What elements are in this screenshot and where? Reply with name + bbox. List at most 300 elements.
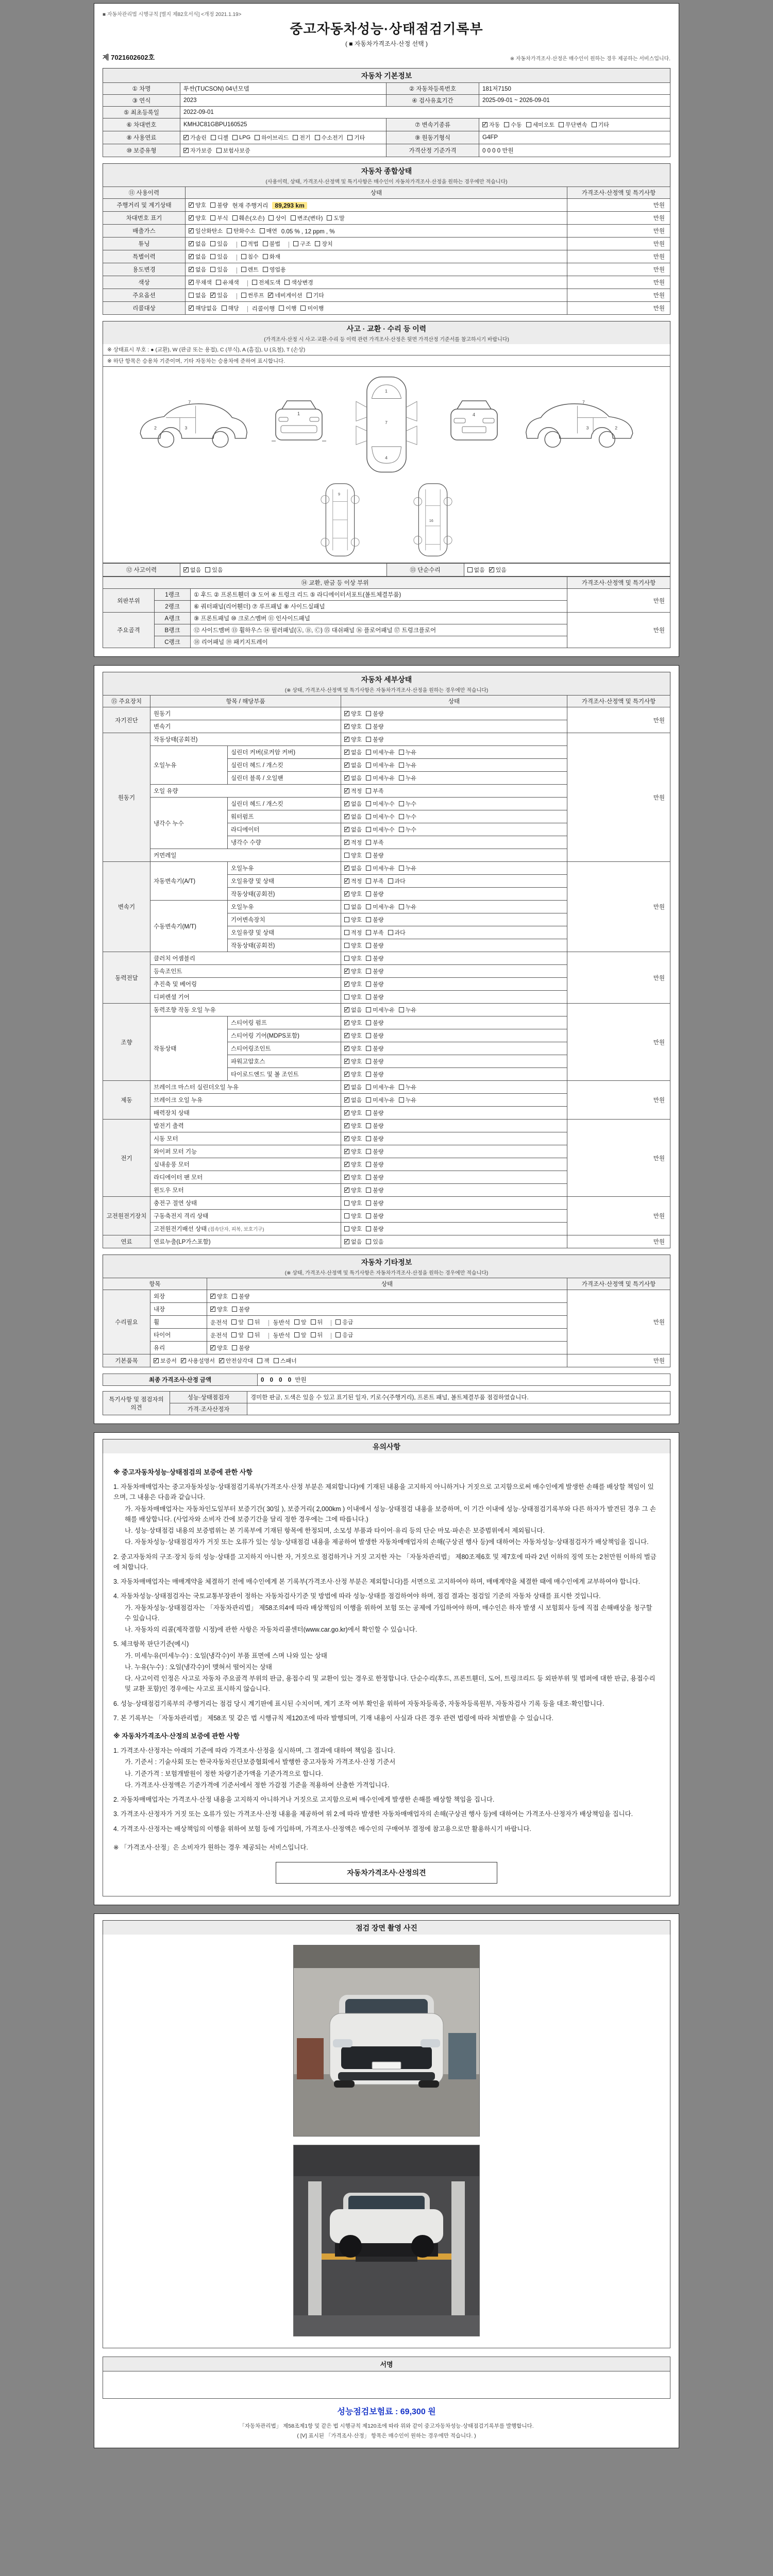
checkbox-option[interactable] bbox=[181, 1357, 215, 1365]
checkbox-unchecked-icon[interactable] bbox=[291, 215, 296, 221]
checkbox-option[interactable] bbox=[311, 1318, 323, 1326]
checkbox-option[interactable] bbox=[268, 291, 302, 299]
checkbox-unchecked-icon[interactable] bbox=[366, 1046, 371, 1051]
checkbox-unchecked-icon[interactable] bbox=[248, 1332, 253, 1337]
checkbox-option[interactable] bbox=[327, 214, 344, 222]
checkbox-unchecked-icon[interactable] bbox=[366, 1020, 371, 1025]
checkbox-unchecked-icon[interactable] bbox=[335, 1319, 341, 1325]
checkbox-unchecked-icon[interactable] bbox=[327, 215, 332, 221]
checkbox-option[interactable] bbox=[366, 1044, 383, 1053]
checkbox-option[interactable] bbox=[366, 1134, 383, 1143]
checkbox-option[interactable] bbox=[344, 1109, 362, 1117]
checkbox-unchecked-icon[interactable] bbox=[263, 267, 268, 272]
checkbox-unchecked-icon[interactable] bbox=[232, 1345, 237, 1350]
checkbox-option[interactable] bbox=[388, 928, 406, 937]
checkbox-unchecked-icon[interactable] bbox=[366, 1059, 371, 1064]
checkbox-checked-icon[interactable] bbox=[210, 1307, 215, 1312]
checkbox-option[interactable] bbox=[399, 864, 416, 872]
checkbox-option[interactable] bbox=[366, 774, 395, 782]
checkbox-option[interactable] bbox=[232, 134, 250, 141]
checkbox-option[interactable] bbox=[189, 201, 206, 209]
checkbox-unchecked-icon[interactable] bbox=[388, 930, 393, 935]
checkbox-option[interactable] bbox=[263, 240, 280, 248]
checkbox-option[interactable] bbox=[559, 121, 587, 129]
checkbox-option[interactable] bbox=[232, 1305, 249, 1313]
checkbox-option[interactable] bbox=[344, 1070, 362, 1078]
checkbox-option[interactable] bbox=[344, 774, 362, 782]
checkbox-option[interactable] bbox=[526, 121, 555, 129]
checkbox-checked-icon[interactable] bbox=[344, 1072, 349, 1077]
checkbox-unchecked-icon[interactable] bbox=[592, 122, 597, 127]
checkbox-option[interactable] bbox=[366, 838, 383, 846]
checkbox-unchecked-icon[interactable] bbox=[366, 956, 371, 961]
checkbox-unchecked-icon[interactable] bbox=[504, 122, 509, 127]
checkbox-checked-icon[interactable] bbox=[219, 1358, 224, 1363]
checkbox-unchecked-icon[interactable] bbox=[232, 1307, 237, 1312]
checkbox-option[interactable] bbox=[344, 812, 362, 821]
checkbox-unchecked-icon[interactable] bbox=[399, 775, 404, 781]
checkbox-option[interactable] bbox=[366, 1057, 383, 1065]
checkbox-unchecked-icon[interactable] bbox=[366, 1226, 371, 1231]
checkbox-unchecked-icon[interactable] bbox=[311, 1319, 316, 1325]
checkbox-unchecked-icon[interactable] bbox=[344, 1213, 349, 1218]
checkbox-unchecked-icon[interactable] bbox=[366, 981, 371, 987]
checkbox-unchecked-icon[interactable] bbox=[366, 1136, 371, 1141]
checkbox-option[interactable] bbox=[263, 265, 286, 274]
checkbox-checked-icon[interactable] bbox=[344, 711, 349, 716]
checkbox-checked-icon[interactable] bbox=[344, 1175, 349, 1180]
checkbox-unchecked-icon[interactable] bbox=[231, 1319, 237, 1325]
checkbox-option[interactable] bbox=[366, 1006, 395, 1014]
checkbox-option[interactable] bbox=[293, 133, 310, 142]
checkbox-unchecked-icon[interactable] bbox=[189, 293, 194, 298]
checkbox-checked-icon[interactable] bbox=[181, 1358, 186, 1363]
checkbox-option[interactable] bbox=[189, 304, 217, 312]
checkbox-unchecked-icon[interactable] bbox=[366, 801, 371, 806]
checkbox-checked-icon[interactable] bbox=[344, 1188, 349, 1193]
checkbox-checked-icon[interactable] bbox=[344, 1007, 349, 1012]
checkbox-unchecked-icon[interactable] bbox=[366, 775, 371, 781]
checkbox-unchecked-icon[interactable] bbox=[559, 122, 564, 127]
checkbox-option[interactable] bbox=[344, 735, 362, 743]
checkbox-unchecked-icon[interactable] bbox=[366, 943, 371, 948]
checkbox-checked-icon[interactable] bbox=[183, 567, 189, 572]
checkbox-option[interactable] bbox=[255, 133, 289, 142]
checkbox-unchecked-icon[interactable] bbox=[347, 135, 352, 140]
checkbox-option[interactable] bbox=[189, 278, 212, 286]
checkbox-unchecked-icon[interactable] bbox=[366, 1084, 371, 1090]
checkbox-checked-icon[interactable] bbox=[344, 1123, 349, 1128]
checkbox-option[interactable] bbox=[366, 1160, 383, 1168]
checkbox-option[interactable] bbox=[210, 1305, 228, 1313]
checkbox-option[interactable] bbox=[279, 304, 296, 312]
checkbox-option[interactable] bbox=[366, 1096, 395, 1104]
checkbox-option[interactable] bbox=[210, 1292, 228, 1300]
checkbox-unchecked-icon[interactable] bbox=[467, 567, 473, 572]
checkbox-option[interactable] bbox=[344, 1173, 362, 1181]
checkbox-option[interactable] bbox=[344, 941, 362, 950]
checkbox-unchecked-icon[interactable] bbox=[210, 254, 215, 259]
checkbox-option[interactable] bbox=[399, 825, 416, 834]
checkbox-option[interactable] bbox=[399, 800, 416, 808]
checkbox-unchecked-icon[interactable] bbox=[366, 827, 371, 832]
checkbox-unchecked-icon[interactable] bbox=[366, 917, 371, 922]
checkbox-option[interactable] bbox=[232, 214, 265, 222]
checkbox-checked-icon[interactable] bbox=[344, 969, 349, 974]
checkbox-option[interactable] bbox=[344, 954, 362, 962]
checkbox-option[interactable] bbox=[222, 304, 239, 312]
checkbox-option[interactable] bbox=[344, 800, 362, 808]
checkbox-option[interactable] bbox=[315, 133, 344, 142]
checkbox-unchecked-icon[interactable] bbox=[366, 814, 371, 819]
checkbox-unchecked-icon[interactable] bbox=[344, 943, 349, 948]
checkbox-unchecked-icon[interactable] bbox=[399, 1084, 404, 1090]
checkbox-option[interactable] bbox=[366, 1122, 383, 1130]
checkbox-option[interactable] bbox=[344, 1186, 362, 1194]
checkbox-option[interactable] bbox=[344, 787, 362, 795]
checkbox-unchecked-icon[interactable] bbox=[248, 1319, 253, 1325]
checkbox-option[interactable] bbox=[344, 1238, 362, 1246]
checkbox-option[interactable] bbox=[399, 1096, 416, 1104]
checkbox-option[interactable] bbox=[366, 851, 383, 859]
checkbox-checked-icon[interactable] bbox=[344, 1020, 349, 1025]
checkbox-option[interactable] bbox=[344, 748, 362, 756]
checkbox-option[interactable] bbox=[291, 214, 323, 222]
checkbox-option[interactable] bbox=[335, 1318, 353, 1326]
checkbox-option[interactable] bbox=[210, 1344, 228, 1352]
checkbox-unchecked-icon[interactable] bbox=[366, 1033, 371, 1038]
checkbox-checked-icon[interactable] bbox=[210, 293, 215, 298]
checkbox-option[interactable] bbox=[344, 1134, 362, 1143]
checkbox-unchecked-icon[interactable] bbox=[366, 724, 371, 729]
checkbox-checked-icon[interactable] bbox=[344, 1136, 349, 1141]
checkbox-unchecked-icon[interactable] bbox=[344, 1200, 349, 1206]
checkbox-checked-icon[interactable] bbox=[189, 228, 194, 233]
checkbox-checked-icon[interactable] bbox=[344, 840, 349, 845]
checkbox-unchecked-icon[interactable] bbox=[257, 1358, 262, 1363]
checkbox-option[interactable] bbox=[294, 1318, 307, 1326]
checkbox-checked-icon[interactable] bbox=[344, 866, 349, 871]
checkbox-option[interactable] bbox=[335, 1331, 353, 1339]
checkbox-unchecked-icon[interactable] bbox=[300, 306, 306, 311]
checkbox-unchecked-icon[interactable] bbox=[293, 135, 298, 140]
checkbox-option[interactable] bbox=[399, 1006, 416, 1014]
checkbox-option[interactable] bbox=[315, 240, 332, 248]
checkbox-option[interactable] bbox=[294, 1331, 307, 1339]
checkbox-option[interactable] bbox=[366, 1238, 383, 1246]
checkbox-option[interactable] bbox=[231, 1318, 244, 1326]
checkbox-unchecked-icon[interactable] bbox=[366, 840, 371, 845]
checkbox-option[interactable] bbox=[344, 851, 362, 859]
checkbox-option[interactable] bbox=[344, 1212, 362, 1220]
checkbox-checked-icon[interactable] bbox=[183, 135, 189, 140]
checkbox-unchecked-icon[interactable] bbox=[399, 1097, 404, 1103]
checkbox-checked-icon[interactable] bbox=[154, 1358, 159, 1363]
checkbox-checked-icon[interactable] bbox=[344, 1059, 349, 1064]
checkbox-unchecked-icon[interactable] bbox=[399, 904, 404, 909]
checkbox-unchecked-icon[interactable] bbox=[366, 994, 371, 999]
checkbox-option[interactable] bbox=[344, 980, 362, 988]
checkbox-option[interactable] bbox=[183, 566, 201, 574]
checkbox-option[interactable] bbox=[300, 304, 324, 312]
checkbox-unchecked-icon[interactable] bbox=[252, 280, 257, 285]
checkbox-unchecked-icon[interactable] bbox=[268, 215, 274, 221]
checkbox-checked-icon[interactable] bbox=[344, 1239, 349, 1244]
checkbox-unchecked-icon[interactable] bbox=[241, 267, 246, 272]
checkbox-unchecked-icon[interactable] bbox=[344, 917, 349, 922]
checkbox-checked-icon[interactable] bbox=[344, 1046, 349, 1051]
checkbox-option[interactable] bbox=[189, 240, 206, 248]
checkbox-option[interactable] bbox=[388, 877, 406, 885]
checkbox-option[interactable] bbox=[366, 1212, 383, 1220]
checkbox-unchecked-icon[interactable] bbox=[211, 135, 216, 140]
checkbox-unchecked-icon[interactable] bbox=[366, 1110, 371, 1115]
checkbox-unchecked-icon[interactable] bbox=[399, 827, 404, 832]
checkbox-option[interactable] bbox=[344, 1096, 362, 1104]
checkbox-unchecked-icon[interactable] bbox=[315, 241, 320, 246]
checkbox-option[interactable] bbox=[344, 761, 362, 769]
checkbox-option[interactable] bbox=[366, 735, 383, 743]
checkbox-option[interactable] bbox=[366, 1186, 383, 1194]
checkbox-unchecked-icon[interactable] bbox=[232, 135, 238, 140]
checkbox-unchecked-icon[interactable] bbox=[399, 814, 404, 819]
checkbox-unchecked-icon[interactable] bbox=[366, 969, 371, 974]
checkbox-checked-icon[interactable] bbox=[189, 215, 194, 221]
checkbox-unchecked-icon[interactable] bbox=[344, 930, 349, 935]
checkbox-option[interactable] bbox=[252, 278, 281, 286]
checkbox-unchecked-icon[interactable] bbox=[366, 853, 371, 858]
checkbox-unchecked-icon[interactable] bbox=[216, 148, 222, 153]
checkbox-option[interactable] bbox=[366, 916, 383, 924]
checkbox-unchecked-icon[interactable] bbox=[205, 567, 210, 572]
checkbox-option[interactable] bbox=[344, 1019, 362, 1027]
signature-area[interactable] bbox=[103, 2371, 670, 2398]
checkbox-checked-icon[interactable] bbox=[344, 724, 349, 729]
checkbox-option[interactable] bbox=[227, 227, 256, 235]
checkbox-option[interactable] bbox=[210, 252, 228, 261]
checkbox-unchecked-icon[interactable] bbox=[526, 122, 531, 127]
checkbox-unchecked-icon[interactable] bbox=[366, 762, 371, 768]
checkbox-option[interactable] bbox=[592, 121, 609, 129]
checkbox-option[interactable] bbox=[344, 890, 362, 898]
checkbox-unchecked-icon[interactable] bbox=[307, 293, 312, 298]
checkbox-checked-icon[interactable] bbox=[344, 737, 349, 742]
checkbox-unchecked-icon[interactable] bbox=[210, 202, 215, 208]
checkbox-unchecked-icon[interactable] bbox=[311, 1332, 316, 1337]
checkbox-option[interactable] bbox=[399, 761, 416, 769]
checkbox-option[interactable] bbox=[366, 903, 395, 911]
checkbox-unchecked-icon[interactable] bbox=[232, 215, 238, 221]
checkbox-option[interactable] bbox=[366, 1031, 383, 1040]
checkbox-checked-icon[interactable] bbox=[344, 1110, 349, 1115]
checkbox-option[interactable] bbox=[219, 1357, 253, 1365]
checkbox-unchecked-icon[interactable] bbox=[294, 1319, 299, 1325]
checkbox-option[interactable] bbox=[366, 761, 395, 769]
checkbox-option[interactable] bbox=[189, 291, 206, 299]
checkbox-unchecked-icon[interactable] bbox=[399, 801, 404, 806]
checkbox-checked-icon[interactable] bbox=[344, 1084, 349, 1090]
checkbox-checked-icon[interactable] bbox=[344, 981, 349, 987]
checkbox-option[interactable] bbox=[241, 291, 264, 299]
checkbox-checked-icon[interactable] bbox=[210, 1294, 215, 1299]
checkbox-unchecked-icon[interactable] bbox=[241, 293, 246, 298]
checkbox-option[interactable] bbox=[274, 1357, 297, 1365]
checkbox-unchecked-icon[interactable] bbox=[399, 866, 404, 871]
checkbox-option[interactable] bbox=[344, 1057, 362, 1065]
checkbox-option[interactable] bbox=[366, 812, 395, 821]
checkbox-unchecked-icon[interactable] bbox=[366, 1072, 371, 1077]
checkbox-option[interactable] bbox=[232, 1344, 249, 1352]
checkbox-option[interactable] bbox=[366, 1225, 383, 1233]
checkbox-option[interactable] bbox=[311, 1331, 323, 1339]
checkbox-unchecked-icon[interactable] bbox=[279, 306, 284, 311]
checkbox-option[interactable] bbox=[189, 227, 223, 235]
checkbox-unchecked-icon[interactable] bbox=[255, 135, 260, 140]
checkbox-checked-icon[interactable] bbox=[189, 306, 194, 311]
checkbox-option[interactable] bbox=[241, 265, 259, 274]
checkbox-option[interactable] bbox=[216, 146, 250, 155]
checkbox-unchecked-icon[interactable] bbox=[366, 878, 371, 884]
checkbox-option[interactable] bbox=[482, 121, 500, 129]
checkbox-option[interactable] bbox=[293, 240, 311, 248]
checkbox-option[interactable] bbox=[399, 748, 416, 756]
checkbox-option[interactable] bbox=[344, 825, 362, 834]
checkbox-unchecked-icon[interactable] bbox=[399, 1007, 404, 1012]
checkbox-checked-icon[interactable] bbox=[344, 762, 349, 768]
checkbox-option[interactable] bbox=[260, 227, 277, 235]
checkbox-option[interactable] bbox=[366, 1083, 395, 1091]
checkbox-option[interactable] bbox=[210, 265, 228, 274]
checkbox-option[interactable] bbox=[189, 252, 206, 261]
checkbox-option[interactable] bbox=[399, 903, 416, 911]
checkbox-unchecked-icon[interactable] bbox=[241, 254, 246, 259]
checkbox-unchecked-icon[interactable] bbox=[227, 228, 232, 233]
checkbox-option[interactable] bbox=[344, 1199, 362, 1207]
checkbox-option[interactable] bbox=[399, 774, 416, 782]
checkbox-unchecked-icon[interactable] bbox=[210, 267, 215, 272]
checkbox-checked-icon[interactable] bbox=[344, 827, 349, 832]
checkbox-checked-icon[interactable] bbox=[344, 775, 349, 781]
checkbox-option[interactable] bbox=[231, 1331, 244, 1339]
checkbox-unchecked-icon[interactable] bbox=[344, 956, 349, 961]
checkbox-checked-icon[interactable] bbox=[344, 801, 349, 806]
checkbox-option[interactable] bbox=[399, 812, 416, 821]
checkbox-option[interactable] bbox=[344, 1044, 362, 1053]
checkbox-unchecked-icon[interactable] bbox=[231, 1332, 237, 1337]
checkbox-unchecked-icon[interactable] bbox=[399, 750, 404, 755]
checkbox-option[interactable] bbox=[467, 566, 485, 574]
checkbox-option[interactable] bbox=[366, 967, 383, 975]
checkbox-option[interactable] bbox=[263, 252, 280, 261]
checkbox-unchecked-icon[interactable] bbox=[232, 1294, 237, 1299]
checkbox-option[interactable] bbox=[344, 1225, 362, 1233]
checkbox-option[interactable] bbox=[344, 916, 362, 924]
checkbox-option[interactable] bbox=[366, 890, 383, 898]
checkbox-checked-icon[interactable] bbox=[189, 280, 194, 285]
checkbox-option[interactable] bbox=[183, 133, 207, 142]
checkbox-option[interactable] bbox=[154, 1357, 177, 1365]
checkbox-option[interactable] bbox=[366, 787, 383, 795]
checkbox-unchecked-icon[interactable] bbox=[388, 878, 393, 884]
checkbox-option[interactable] bbox=[366, 877, 383, 885]
checkbox-checked-icon[interactable] bbox=[344, 1097, 349, 1103]
checkbox-unchecked-icon[interactable] bbox=[366, 1097, 371, 1103]
checkbox-unchecked-icon[interactable] bbox=[284, 280, 290, 285]
checkbox-unchecked-icon[interactable] bbox=[366, 930, 371, 935]
checkbox-option[interactable] bbox=[344, 722, 362, 731]
checkbox-unchecked-icon[interactable] bbox=[366, 1175, 371, 1180]
checkbox-option[interactable] bbox=[210, 214, 228, 222]
checkbox-unchecked-icon[interactable] bbox=[344, 853, 349, 858]
checkbox-option[interactable] bbox=[344, 993, 362, 1001]
checkbox-option[interactable] bbox=[189, 214, 206, 222]
checkbox-unchecked-icon[interactable] bbox=[260, 228, 265, 233]
checkbox-option[interactable] bbox=[268, 214, 286, 222]
checkbox-checked-icon[interactable] bbox=[482, 122, 488, 127]
checkbox-option[interactable] bbox=[489, 566, 507, 574]
checkbox-option[interactable] bbox=[232, 1292, 249, 1300]
checkbox-unchecked-icon[interactable] bbox=[366, 1239, 371, 1244]
checkbox-option[interactable] bbox=[210, 291, 228, 299]
checkbox-option[interactable] bbox=[366, 1199, 383, 1207]
checkbox-checked-icon[interactable] bbox=[183, 148, 189, 153]
checkbox-option[interactable] bbox=[210, 201, 228, 209]
checkbox-option[interactable] bbox=[210, 240, 228, 248]
checkbox-option[interactable] bbox=[366, 722, 383, 731]
checkbox-option[interactable] bbox=[347, 133, 365, 142]
checkbox-unchecked-icon[interactable] bbox=[366, 1200, 371, 1206]
checkbox-option[interactable] bbox=[248, 1331, 260, 1339]
checkbox-option[interactable] bbox=[366, 709, 383, 718]
checkbox-unchecked-icon[interactable] bbox=[344, 994, 349, 999]
checkbox-option[interactable] bbox=[344, 967, 362, 975]
checkbox-checked-icon[interactable] bbox=[189, 241, 194, 246]
checkbox-unchecked-icon[interactable] bbox=[366, 1123, 371, 1128]
checkbox-option[interactable] bbox=[205, 566, 223, 574]
checkbox-option[interactable] bbox=[366, 980, 383, 988]
checkbox-checked-icon[interactable] bbox=[189, 254, 194, 259]
checkbox-option[interactable] bbox=[211, 133, 228, 142]
checkbox-option[interactable] bbox=[366, 1109, 383, 1117]
checkbox-unchecked-icon[interactable] bbox=[366, 1162, 371, 1167]
checkbox-checked-icon[interactable] bbox=[344, 788, 349, 793]
checkbox-unchecked-icon[interactable] bbox=[366, 1149, 371, 1154]
checkbox-option[interactable] bbox=[344, 1006, 362, 1014]
checkbox-option[interactable] bbox=[366, 1173, 383, 1181]
checkbox-option[interactable] bbox=[344, 928, 362, 937]
checkbox-option[interactable] bbox=[366, 1070, 383, 1078]
checkbox-unchecked-icon[interactable] bbox=[315, 135, 320, 140]
checkbox-unchecked-icon[interactable] bbox=[366, 1007, 371, 1012]
checkbox-unchecked-icon[interactable] bbox=[263, 254, 268, 259]
checkbox-option[interactable] bbox=[366, 800, 395, 808]
checkbox-checked-icon[interactable] bbox=[189, 202, 194, 208]
checkbox-option[interactable] bbox=[366, 1147, 383, 1156]
checkbox-option[interactable] bbox=[344, 903, 362, 911]
checkbox-option[interactable] bbox=[248, 1318, 260, 1326]
checkbox-option[interactable] bbox=[344, 1160, 362, 1168]
checkbox-option[interactable] bbox=[366, 993, 383, 1001]
checkbox-unchecked-icon[interactable] bbox=[366, 1188, 371, 1193]
checkbox-option[interactable] bbox=[366, 941, 383, 950]
checkbox-checked-icon[interactable] bbox=[344, 1162, 349, 1167]
checkbox-option[interactable] bbox=[241, 252, 259, 261]
checkbox-option[interactable] bbox=[241, 240, 259, 248]
checkbox-unchecked-icon[interactable] bbox=[366, 891, 371, 896]
checkbox-option[interactable] bbox=[344, 877, 362, 885]
checkbox-option[interactable] bbox=[307, 291, 324, 299]
checkbox-unchecked-icon[interactable] bbox=[399, 762, 404, 768]
